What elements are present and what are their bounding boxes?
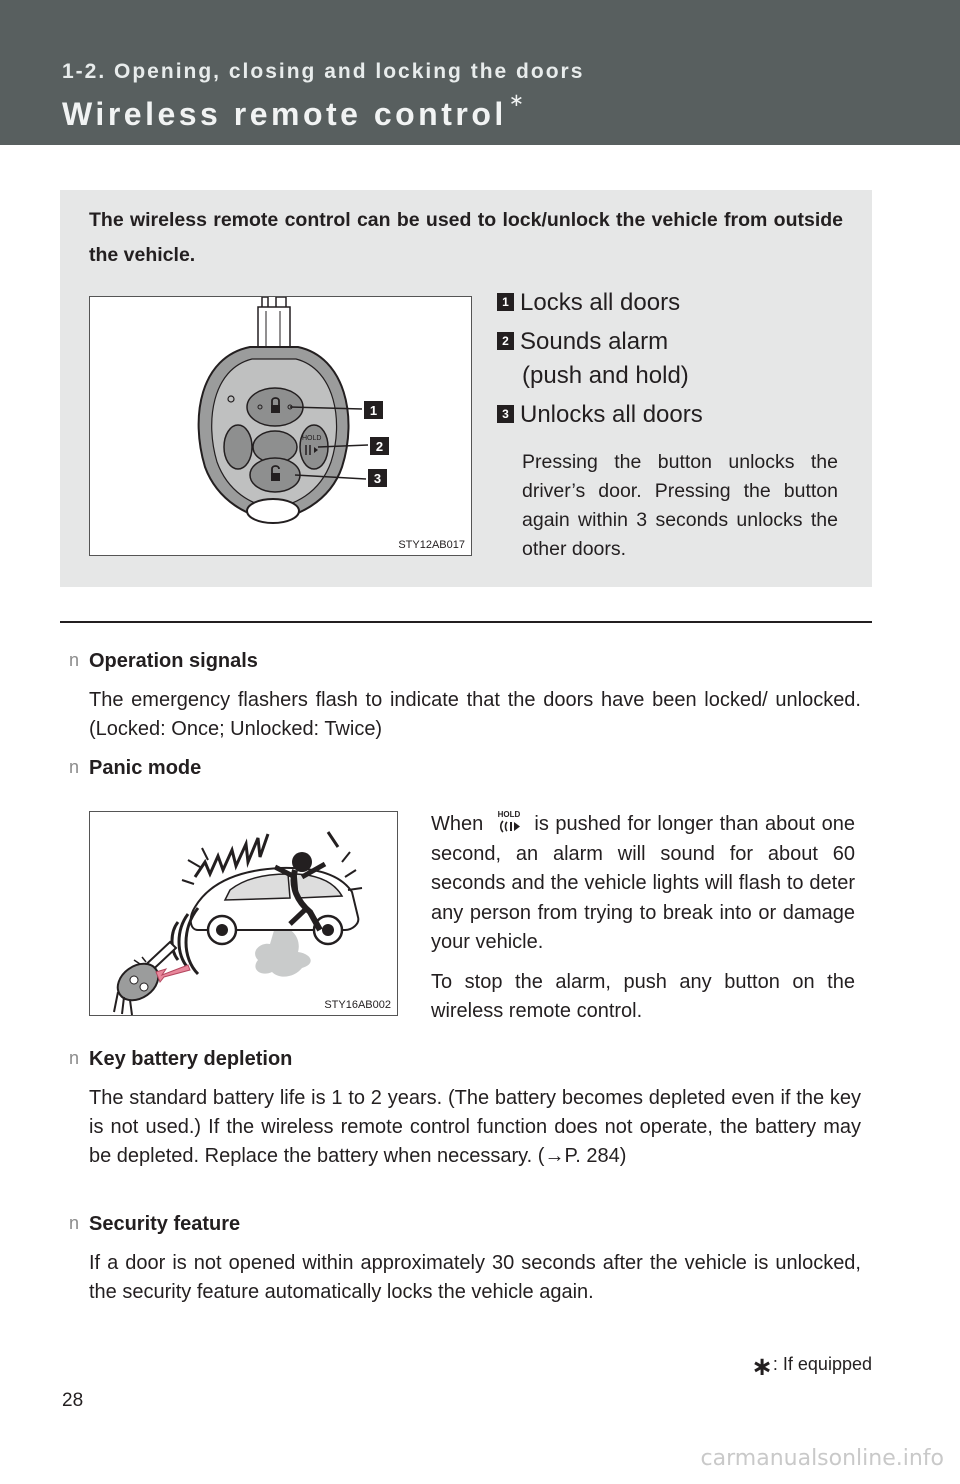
figure-code: STY16AB002 xyxy=(324,999,391,1011)
key-battery-depletion-heading: Key battery depletion xyxy=(89,1048,293,1070)
panic-text-pre: When xyxy=(431,813,484,835)
footnote xyxy=(751,1346,872,1381)
section-label: 1-2. Opening, closing and locking the doors xyxy=(62,60,585,83)
callout-1-label: 1 xyxy=(369,403,378,418)
footnote-text: : If equipped xyxy=(772,1354,872,1374)
bullet-marker: n xyxy=(69,757,80,777)
legend-item-1 xyxy=(497,289,680,317)
page-title-text: Wireless remote control xyxy=(62,96,507,132)
intro-text: The wireless remote control can be used to lock/unlock the vehicle from outside the vehicle. xyxy=(89,209,843,266)
operation-signals-heading: Operation signals xyxy=(89,650,258,672)
callout-3-label: 3 xyxy=(373,471,382,486)
panic-text-post: is pushed for longer than about one second, an alarm will sound for about 60 seconds and the vehicle lights will flash to deter any person from trying to break into or damage your vehicle. xyxy=(431,813,856,953)
page-number: 28 xyxy=(62,1390,84,1411)
panic-alarm-illustration xyxy=(90,812,397,1015)
footnote-mark: ∗ xyxy=(751,1351,773,1381)
key-fob-figure xyxy=(89,296,472,556)
hold-button-icon xyxy=(490,809,528,835)
hold-label: HOLD xyxy=(302,435,322,442)
key-battery-depletion-body: The standard battery life is 1 to 2 years. (The battery becomes depleted even if the key is not used.) If the wireless remote control function does not operate, the battery may be depleted. Replace the battery when necessary. (→P. 284) xyxy=(89,1087,861,1167)
legend-number: 1 xyxy=(497,293,514,311)
legend-number: 2 xyxy=(497,332,514,350)
section-divider xyxy=(60,621,872,623)
security-feature-heading: Security feature xyxy=(89,1213,241,1235)
page-title xyxy=(62,90,528,133)
legend-item-2-continued xyxy=(497,362,689,390)
legend-text: (push and hold) xyxy=(522,362,689,389)
unlock-note: Pressing the button unlocks the driver’s door. Pressing the button again within 3 seconds unlocks the other doors. xyxy=(522,451,838,560)
panic-mode-heading: Panic mode xyxy=(89,757,202,779)
legend-text: Unlocks all doors xyxy=(520,401,703,428)
bullet-marker: n xyxy=(69,1048,80,1068)
page-header xyxy=(0,0,960,145)
hold-icon-label: HOLD xyxy=(497,809,521,819)
legend-text: Locks all doors xyxy=(520,289,681,316)
figure-code: STY12AB017 xyxy=(398,539,465,551)
bullet-marker: n xyxy=(69,650,80,670)
bullet-marker: n xyxy=(69,1213,80,1233)
callout-2-label: 2 xyxy=(375,439,384,454)
panic-mode-figure xyxy=(89,811,398,1016)
operation-signals-body: The emergency flashers flash to indicate that the doors have been locked/ unlocked. (Locked: Once; Unlocked: Twice) xyxy=(89,689,861,740)
security-feature-body: If a door is not opened within approximately 30 seconds after the vehicle is unlocked, the security feature automatically locks the vehicle again. xyxy=(89,1252,861,1303)
panic-paragraph-1 xyxy=(431,810,855,958)
watermark: carmanualsonline.info xyxy=(700,1446,944,1471)
legend-number: 3 xyxy=(497,405,514,423)
if-equipped-mark: ∗ xyxy=(508,90,528,110)
key-fob-illustration xyxy=(90,297,471,555)
legend-item-3 xyxy=(497,401,703,429)
panic-mode-description xyxy=(431,810,855,1037)
panic-paragraph-2: To stop the alarm, push any button on the wireless remote control. xyxy=(431,970,855,1022)
legend-item-2 xyxy=(497,328,668,356)
legend-text: Sounds alarm xyxy=(520,328,669,355)
